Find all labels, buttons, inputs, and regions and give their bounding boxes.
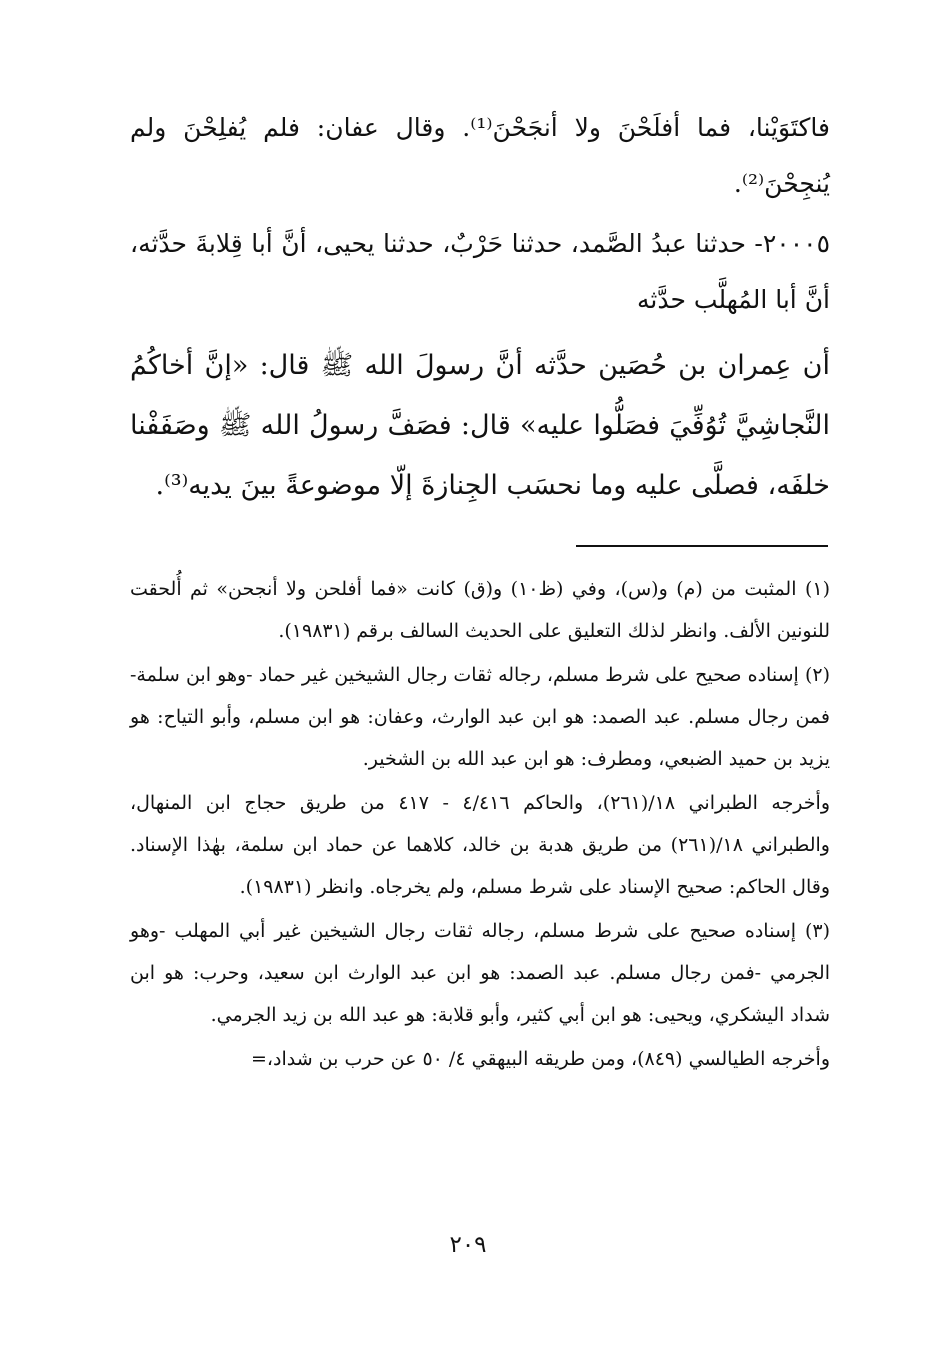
footnotes <box>130 568 830 1080</box>
footnote-1: (١) المثبت من (م) و(س)، وفي (ظ١٠) و(ق) كانت «فما أفلحن ولا أنجحن» ثم أُلحقت للنونين الألف. وانظر لذلك التعليق على الحديث السالف برقم (١٩٨٣١). <box>130 578 830 642</box>
hadith-isnad: ٢٠٠٠٥- حدثنا عبدُ الصَّمد، حدثنا حَرْبٌ، حدثنا يحيى، أنَّ أبا قِلابةَ حدَّثه، أنَّ أبا المُهلَّب حدَّثه <box>130 229 830 314</box>
main-text <box>130 100 830 516</box>
page-number: ٢٠٩ <box>449 1232 487 1258</box>
footnote-2: (٢) إسناده صحيح على شرط مسلم، رجاله ثقات رجال الشيخين غير حماد -وهو ابن سلمة- فمن رجال مسلم. عبد الصمد: هو ابن عبد الوارث، وعفان: هو ابن مسلم، وأبو التياح: هو يزيد بن حميد الضبعي، ومطرف: هو ابن عبد الله بن الشخير. <box>130 664 830 770</box>
footnote-3: (٣) إسناده صحيح على شرط مسلم، رجاله ثقات رجال الشيخين غير أبي المهلب -وهو الجرمي -فمن رجال مسلم. عبد الصمد: هو ابن عبد الوارث ابن سعيد، وحرب: هو ابن شداد اليشكري، ويحيى: هو ابن أبي كثير، وأبو قلابة: هو عبد الله بن زيد الجرمي. <box>130 920 830 1026</box>
hadith-continuation: فاكتَوَيْنا، فما أفلَحْنَ ولا أنجَحْنَ⁽¹⁾. وقال عفان: فلم يُفلِحْنَ ولم يُنجِحْنَ⁽²⁾. <box>130 113 830 198</box>
hadith-matn: أن عِمران بن حُصَين حدَّثه أنَّ رسولَ الله ﷺ قال: «إنَّ أخاكُمُ النَّجاشِيَّ تُوُفِّيَ فصَلُّوا عليه» قال: فصَفَّ رسولُ الله ﷺ وصَفَفْنا خلفَه، فصلَّى عليه وما نحسَب الجِنازةَ إلّا موضوعةً بينَ يديه⁽³⁾. <box>130 350 830 501</box>
footnote-2-continued: وأخرجه الطبراني ١٨/(٢٦١)، والحاكم ٤/٤١٦ - ٤١٧ من طريق حجاج ابن المنهال، والطبراني ١٨/(٢٦١) من طريق هدبة بن خالد، كلاهما عن حماد ابن سلمة، بهٰذا الإسناد. وقال الحاكم: صحيح الإسناد على شرط مسلم، ولم يخرجاه. وانظر (١٩٨٣١). <box>130 792 830 898</box>
footnote-separator <box>576 545 828 547</box>
footnote-3-continued: وأخرجه الطيالسي (٨٤٩)، ومن طريقه البيهقي ٤/ ٥٠ عن حرب بن شداد،= <box>250 1048 830 1070</box>
